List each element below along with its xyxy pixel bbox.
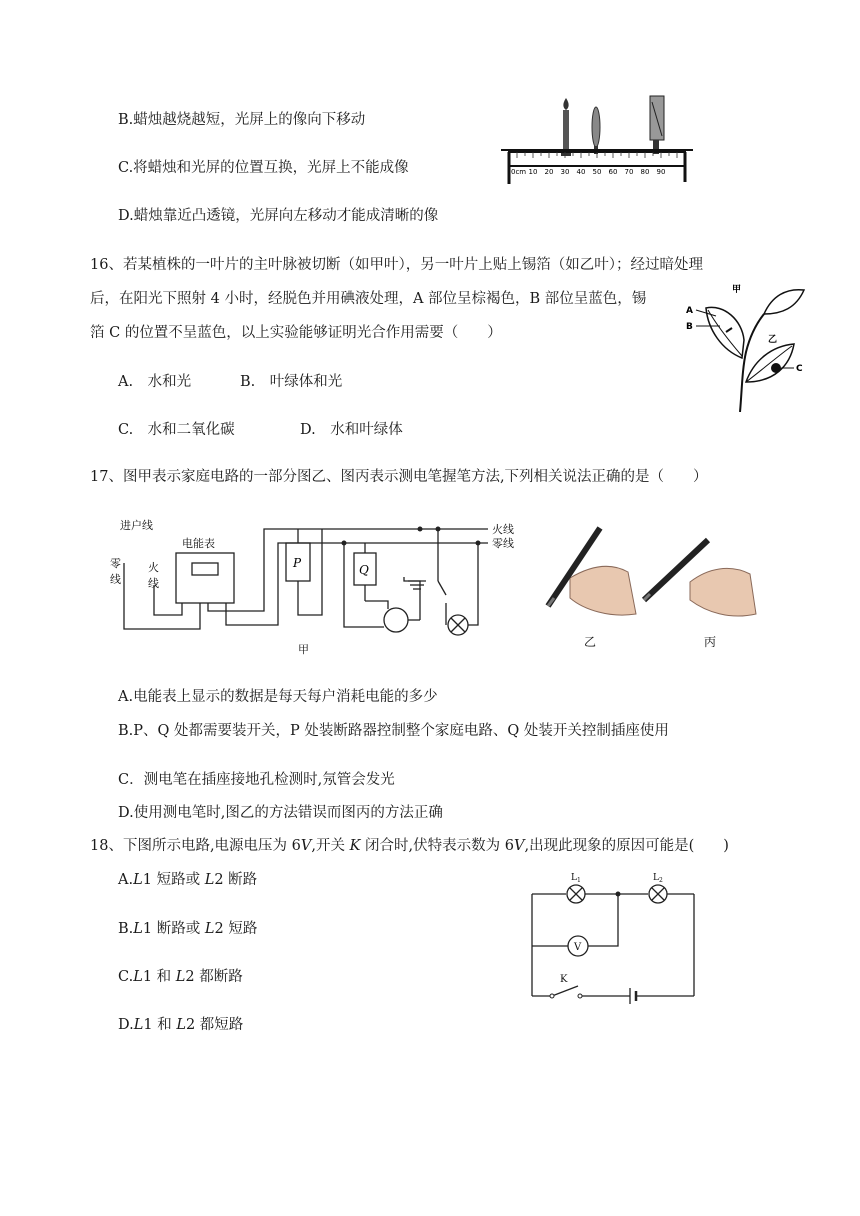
- label-q: Q: [359, 563, 369, 577]
- leaf-label-b: B: [686, 322, 693, 332]
- ruler-tick: 10: [528, 168, 538, 176]
- label-p: P: [293, 556, 302, 570]
- ruler-tick: 40: [576, 168, 586, 176]
- label-l2-sub: 2: [659, 877, 663, 884]
- label-k: K: [560, 974, 568, 985]
- q16-option-d: D. 水和叶绿体: [300, 422, 403, 438]
- ruler-tick: 50: [592, 168, 602, 176]
- ruler-tick: 30: [560, 168, 570, 176]
- label-xian-1: 线: [110, 573, 121, 586]
- q15-option-b: B.蜡烛越烧越短，光屏上的像向下移动: [118, 112, 366, 128]
- q17-option-a: A.电能表上显示的数据是每天每户消耗电能的多少: [118, 689, 438, 705]
- label-dianbiao: 电能表: [182, 537, 215, 550]
- ruler-unit-label: 0cm: [511, 168, 527, 176]
- q16-option-c: C. 水和二氧化碳: [118, 422, 235, 438]
- label-jinhuxian: 进户线: [120, 519, 153, 532]
- label-jia: 甲: [298, 643, 309, 656]
- label-yi: 乙: [584, 635, 597, 649]
- q18-option-b: B.L1 断路或 L2 短路: [118, 921, 258, 937]
- ruler-tick: 70: [624, 168, 634, 176]
- q15-option-c: C.将蜡烛和光屏的位置互换，光屏上不能成像: [118, 160, 409, 176]
- label-lingxian: 零线: [492, 537, 514, 550]
- q16-stem-line1: 16、若某植株的一叶片的主叶脉被切断（如甲叶），另一叶片上贴上锡箔（如乙叶）；经过暗处理: [90, 257, 703, 273]
- label-huo-2: 火: [148, 561, 159, 574]
- ruler-tick: 60: [608, 168, 618, 176]
- label-l1: L: [571, 873, 577, 883]
- leaf-figure: [686, 280, 810, 412]
- label-v: V: [574, 942, 582, 953]
- q17-option-d: D.使用测电笔时,图乙的方法错误而图丙的方法正确: [118, 805, 443, 821]
- label-l1-sub: 1: [577, 877, 581, 884]
- q18-stem: 18、下图所示电路,电源电压为 6V,开关 K 闭合时,伏特表示数为 6V,出现此现象的原因可能是( ): [90, 838, 729, 854]
- q18-option-d: D.L1 和 L2 都短路: [118, 1017, 244, 1033]
- q17-option-c: C．测电笔在插座接地孔检测时,氖管会发光: [118, 772, 395, 788]
- q18-option-a: A.L1 短路或 L2 断路: [118, 872, 258, 888]
- label-l2: L: [653, 873, 659, 883]
- q16-option-a: A. 水和光: [118, 374, 192, 390]
- ruler-tick: 80: [640, 168, 650, 176]
- q18-option-c: C.L1 和 L2 都断路: [118, 969, 243, 985]
- q17-option-b: B.P、Q 处都需要装开关，P 处装断路器控制整个家庭电路、Q 处装开关控制插座使用: [118, 723, 669, 739]
- label-bing: 丙: [704, 635, 717, 649]
- test-pen-figure: [540, 518, 780, 652]
- label-huoxian: 火线: [492, 523, 514, 536]
- leaf-label-c: C: [796, 364, 803, 374]
- q17-stem: 17、图甲表示家庭电路的一部分图乙、图丙表示测电笔握笔方法,下列相关说法正确的是（ ）: [90, 469, 708, 485]
- household-circuit-figure: [108, 515, 538, 660]
- ruler-tick: 20: [544, 168, 554, 176]
- optical-bench-figure: [495, 92, 695, 192]
- leaf-label-yi: 乙: [768, 335, 778, 345]
- leaf-label-jia: 甲: [732, 285, 742, 295]
- leaf-label-a: A: [686, 306, 693, 316]
- label-ling-1: 零: [110, 557, 121, 570]
- q16-stem-line2: 后，在阳光下照射 4 小时，经脱色并用碘液处理，A 部位呈棕褐色，B 部位呈蓝色，锡: [90, 291, 647, 307]
- q16-stem-line3: 箔 C 的位置不呈蓝色，以上实验能够证明光合作用需要（ ）: [90, 325, 502, 341]
- label-xian-2: 线: [148, 577, 159, 590]
- ruler-tick: 90: [656, 168, 666, 176]
- q15-option-d: D.蜡烛靠近凸透镜，光屏向左移动才能成清晰的像: [118, 208, 439, 224]
- simple-circuit-figure: [522, 868, 702, 1004]
- q16-option-b: B. 叶绿体和光: [240, 374, 343, 390]
